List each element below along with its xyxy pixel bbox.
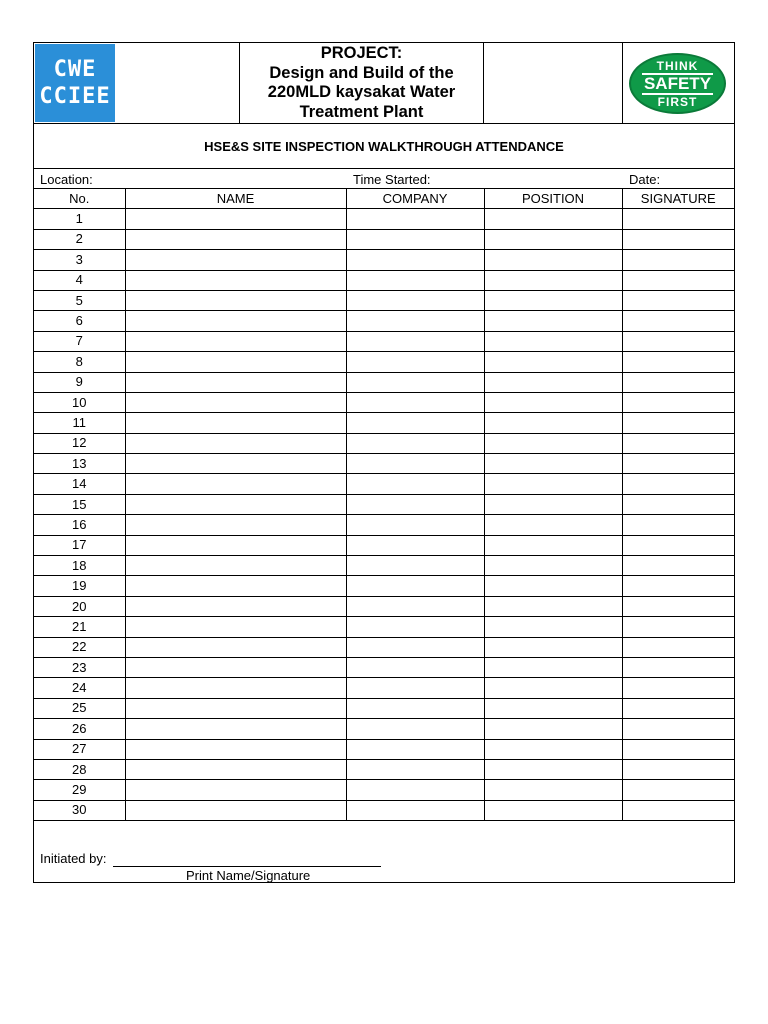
company-cell[interactable] (346, 229, 484, 249)
name-cell[interactable] (125, 229, 346, 249)
table-row (34, 739, 734, 759)
row-number: 14 (34, 474, 125, 494)
signature-cell[interactable] (622, 331, 734, 351)
row-number: 10 (34, 392, 125, 412)
name-cell[interactable] (125, 515, 346, 535)
company-cell[interactable] (346, 759, 484, 779)
company-cell[interactable] (346, 454, 484, 474)
company-cell[interactable] (346, 678, 484, 698)
position-cell[interactable] (484, 617, 622, 637)
company-cell[interactable] (346, 250, 484, 270)
signature-cell[interactable] (622, 311, 734, 331)
company-cell[interactable] (346, 494, 484, 514)
row-number: 15 (34, 494, 125, 514)
company-cell[interactable] (346, 413, 484, 433)
row-number: 7 (34, 331, 125, 351)
name-cell[interactable] (125, 392, 346, 412)
name-cell[interactable] (125, 454, 346, 474)
company-cell[interactable] (346, 719, 484, 739)
table-row (34, 617, 734, 637)
name-cell[interactable] (125, 576, 346, 596)
row-number: 12 (34, 433, 125, 453)
table-row (34, 331, 734, 351)
table-row (34, 290, 734, 310)
position-cell[interactable] (484, 392, 622, 412)
table-row (34, 576, 734, 596)
table-row (34, 454, 734, 474)
col-position: POSITION (484, 189, 622, 209)
table-row (34, 698, 734, 718)
company-cell[interactable] (346, 392, 484, 412)
row-number: 18 (34, 556, 125, 576)
name-cell[interactable] (125, 596, 346, 616)
name-cell[interactable] (125, 413, 346, 433)
signature-cell[interactable] (622, 290, 734, 310)
table-row (34, 556, 734, 576)
row-number: 6 (34, 311, 125, 331)
name-cell[interactable] (125, 780, 346, 800)
name-cell[interactable] (125, 719, 346, 739)
col-company: COMPANY (346, 189, 484, 209)
signature-cell[interactable] (622, 719, 734, 739)
row-number: 28 (34, 759, 125, 779)
row-number: 3 (34, 250, 125, 270)
position-cell[interactable] (484, 311, 622, 331)
name-cell[interactable] (125, 270, 346, 290)
attendance-table (34, 189, 734, 821)
signature-cell[interactable] (622, 372, 734, 392)
company-cell[interactable] (346, 596, 484, 616)
signature-cell[interactable] (622, 576, 734, 596)
name-cell[interactable] (125, 739, 346, 759)
row-number: 4 (34, 270, 125, 290)
col-no: No. (34, 189, 125, 209)
logo-cell (34, 43, 240, 123)
table-row (34, 311, 734, 331)
project-title (240, 43, 484, 123)
position-cell[interactable] (484, 657, 622, 677)
project-name-line-2: 220MLD kaysakat Water (267, 83, 456, 101)
name-cell[interactable] (125, 637, 346, 657)
position-cell[interactable] (484, 494, 622, 514)
company-cell[interactable] (346, 535, 484, 555)
row-number: 23 (34, 657, 125, 677)
signature-cell[interactable] (622, 250, 734, 270)
name-cell[interactable] (125, 657, 346, 677)
row-number: 11 (34, 413, 125, 433)
position-cell[interactable] (484, 637, 622, 657)
company-cell[interactable] (346, 474, 484, 494)
company-cell[interactable] (346, 331, 484, 351)
row-number: 21 (34, 617, 125, 637)
name-cell[interactable] (125, 678, 346, 698)
table-row (34, 250, 734, 270)
signature-cell[interactable] (622, 413, 734, 433)
company-cell[interactable] (346, 556, 484, 576)
table-row (34, 494, 734, 514)
table-row (34, 759, 734, 779)
row-number: 30 (34, 800, 125, 820)
signature-cell[interactable] (622, 270, 734, 290)
initiated-by-label: Initiated by: (40, 851, 107, 866)
date-label: Date: (629, 172, 661, 187)
badge-first: FIRST (657, 94, 698, 109)
signature-cell[interactable] (622, 739, 734, 759)
signature-cell[interactable] (622, 637, 734, 657)
company-cell[interactable] (346, 209, 484, 229)
logo-line-2: CCIEE (39, 84, 111, 109)
table-row (34, 719, 734, 739)
signature-cell[interactable] (622, 657, 734, 677)
table-row (34, 596, 734, 616)
signature-cell[interactable] (622, 535, 734, 555)
company-cell[interactable] (346, 576, 484, 596)
position-cell[interactable] (484, 800, 622, 820)
position-cell[interactable] (484, 290, 622, 310)
signature-cell[interactable] (622, 556, 734, 576)
form-footer (34, 823, 734, 883)
signature-cell[interactable] (622, 780, 734, 800)
position-cell[interactable] (484, 515, 622, 535)
company-cell[interactable] (346, 515, 484, 535)
company-cell[interactable] (346, 372, 484, 392)
row-number: 16 (34, 515, 125, 535)
form-header (34, 43, 734, 124)
company-cell[interactable] (346, 637, 484, 657)
position-cell[interactable] (484, 780, 622, 800)
company-cell[interactable] (346, 617, 484, 637)
row-number: 1 (34, 209, 125, 229)
company-cell[interactable] (346, 657, 484, 677)
table-row (34, 229, 734, 249)
row-number: 2 (34, 229, 125, 249)
company-cell[interactable] (346, 270, 484, 290)
col-signature: SIGNATURE (622, 189, 734, 209)
table-row (34, 413, 734, 433)
signature-cell[interactable] (622, 596, 734, 616)
project-name-line-1: Design and Build of the (269, 63, 454, 82)
row-number: 17 (34, 535, 125, 555)
row-number: 8 (34, 352, 125, 372)
position-cell[interactable] (484, 576, 622, 596)
attendance-form (33, 42, 735, 883)
name-cell[interactable] (125, 290, 346, 310)
table-row (34, 780, 734, 800)
signature-cell[interactable] (622, 392, 734, 412)
initiated-by-field[interactable] (113, 866, 381, 867)
name-cell[interactable] (125, 311, 346, 331)
name-cell[interactable] (125, 617, 346, 637)
table-row (34, 209, 734, 229)
table-row (34, 678, 734, 698)
print-name-label: Print Name/Signature (186, 868, 311, 883)
position-cell[interactable] (484, 372, 622, 392)
row-number: 27 (34, 739, 125, 759)
badge-safety: SAFETY (643, 73, 712, 93)
signature-cell[interactable] (622, 759, 734, 779)
position-cell[interactable] (484, 209, 622, 229)
logo-line-1: CWE (53, 57, 97, 82)
name-cell[interactable] (125, 494, 346, 514)
signature-cell[interactable] (622, 800, 734, 820)
row-number: 13 (34, 454, 125, 474)
signature-cell[interactable] (622, 617, 734, 637)
position-cell[interactable] (484, 474, 622, 494)
table-row (34, 352, 734, 372)
name-cell[interactable] (125, 352, 346, 372)
position-cell[interactable] (484, 229, 622, 249)
table-row (34, 637, 734, 657)
company-cell[interactable] (346, 290, 484, 310)
signature-cell[interactable] (622, 209, 734, 229)
position-cell[interactable] (484, 535, 622, 555)
signature-cell[interactable] (622, 698, 734, 718)
row-number: 22 (34, 637, 125, 657)
table-row (34, 392, 734, 412)
signature-cell[interactable] (622, 678, 734, 698)
table-row (34, 535, 734, 555)
company-cell[interactable] (346, 352, 484, 372)
name-cell[interactable] (125, 474, 346, 494)
project-label: PROJECT: (320, 44, 403, 62)
position-cell[interactable] (484, 454, 622, 474)
position-cell[interactable] (484, 739, 622, 759)
table-row (34, 270, 734, 290)
name-cell[interactable] (125, 209, 346, 229)
signature-cell[interactable] (622, 454, 734, 474)
position-cell[interactable] (484, 250, 622, 270)
signature-cell[interactable] (622, 474, 734, 494)
table-row (34, 474, 734, 494)
signature-cell[interactable] (622, 352, 734, 372)
company-cell[interactable] (346, 698, 484, 718)
signature-cell[interactable] (622, 494, 734, 514)
position-cell[interactable] (484, 719, 622, 739)
row-number: 9 (34, 372, 125, 392)
position-cell[interactable] (484, 413, 622, 433)
name-cell[interactable] (125, 250, 346, 270)
name-cell[interactable] (125, 800, 346, 820)
time-started-label: Time Started: (353, 172, 431, 187)
company-cell[interactable] (346, 800, 484, 820)
name-cell[interactable] (125, 535, 346, 555)
row-number: 5 (34, 290, 125, 310)
company-cell[interactable] (346, 433, 484, 453)
blank-header-cell (485, 43, 623, 123)
table-row (34, 800, 734, 820)
signature-cell[interactable] (622, 433, 734, 453)
signature-cell[interactable] (622, 515, 734, 535)
row-number: 24 (34, 678, 125, 698)
table-row (34, 515, 734, 535)
project-name-line-3: Treatment Plant (299, 102, 424, 121)
position-cell[interactable] (484, 596, 622, 616)
row-number: 20 (34, 596, 125, 616)
position-cell[interactable] (484, 556, 622, 576)
form-title: HSE&S SITE INSPECTION WALKTHROUGH ATTENDANCE (34, 124, 734, 169)
name-cell[interactable] (125, 372, 346, 392)
position-cell[interactable] (484, 759, 622, 779)
name-cell[interactable] (125, 698, 346, 718)
cwe-cciee-logo (35, 44, 115, 122)
table-header-row (34, 189, 734, 209)
position-cell[interactable] (484, 270, 622, 290)
name-cell[interactable] (125, 331, 346, 351)
name-cell[interactable] (125, 433, 346, 453)
col-name: NAME (125, 189, 346, 209)
row-number: 29 (34, 780, 125, 800)
position-cell[interactable] (484, 433, 622, 453)
name-cell[interactable] (125, 759, 346, 779)
row-number: 26 (34, 719, 125, 739)
badge-think: THINK (656, 58, 699, 73)
table-row (34, 657, 734, 677)
row-number: 19 (34, 576, 125, 596)
position-cell[interactable] (484, 698, 622, 718)
location-label: Location: (40, 172, 93, 187)
table-row (34, 372, 734, 392)
think-safety-first-logo (629, 53, 726, 114)
signature-cell[interactable] (622, 229, 734, 249)
position-cell[interactable] (484, 352, 622, 372)
position-cell[interactable] (484, 678, 622, 698)
info-row (34, 169, 734, 189)
company-cell[interactable] (346, 311, 484, 331)
row-number: 25 (34, 698, 125, 718)
name-cell[interactable] (125, 556, 346, 576)
table-row (34, 433, 734, 453)
position-cell[interactable] (484, 331, 622, 351)
safety-logo-cell (623, 43, 734, 123)
company-cell[interactable] (346, 739, 484, 759)
company-cell[interactable] (346, 780, 484, 800)
